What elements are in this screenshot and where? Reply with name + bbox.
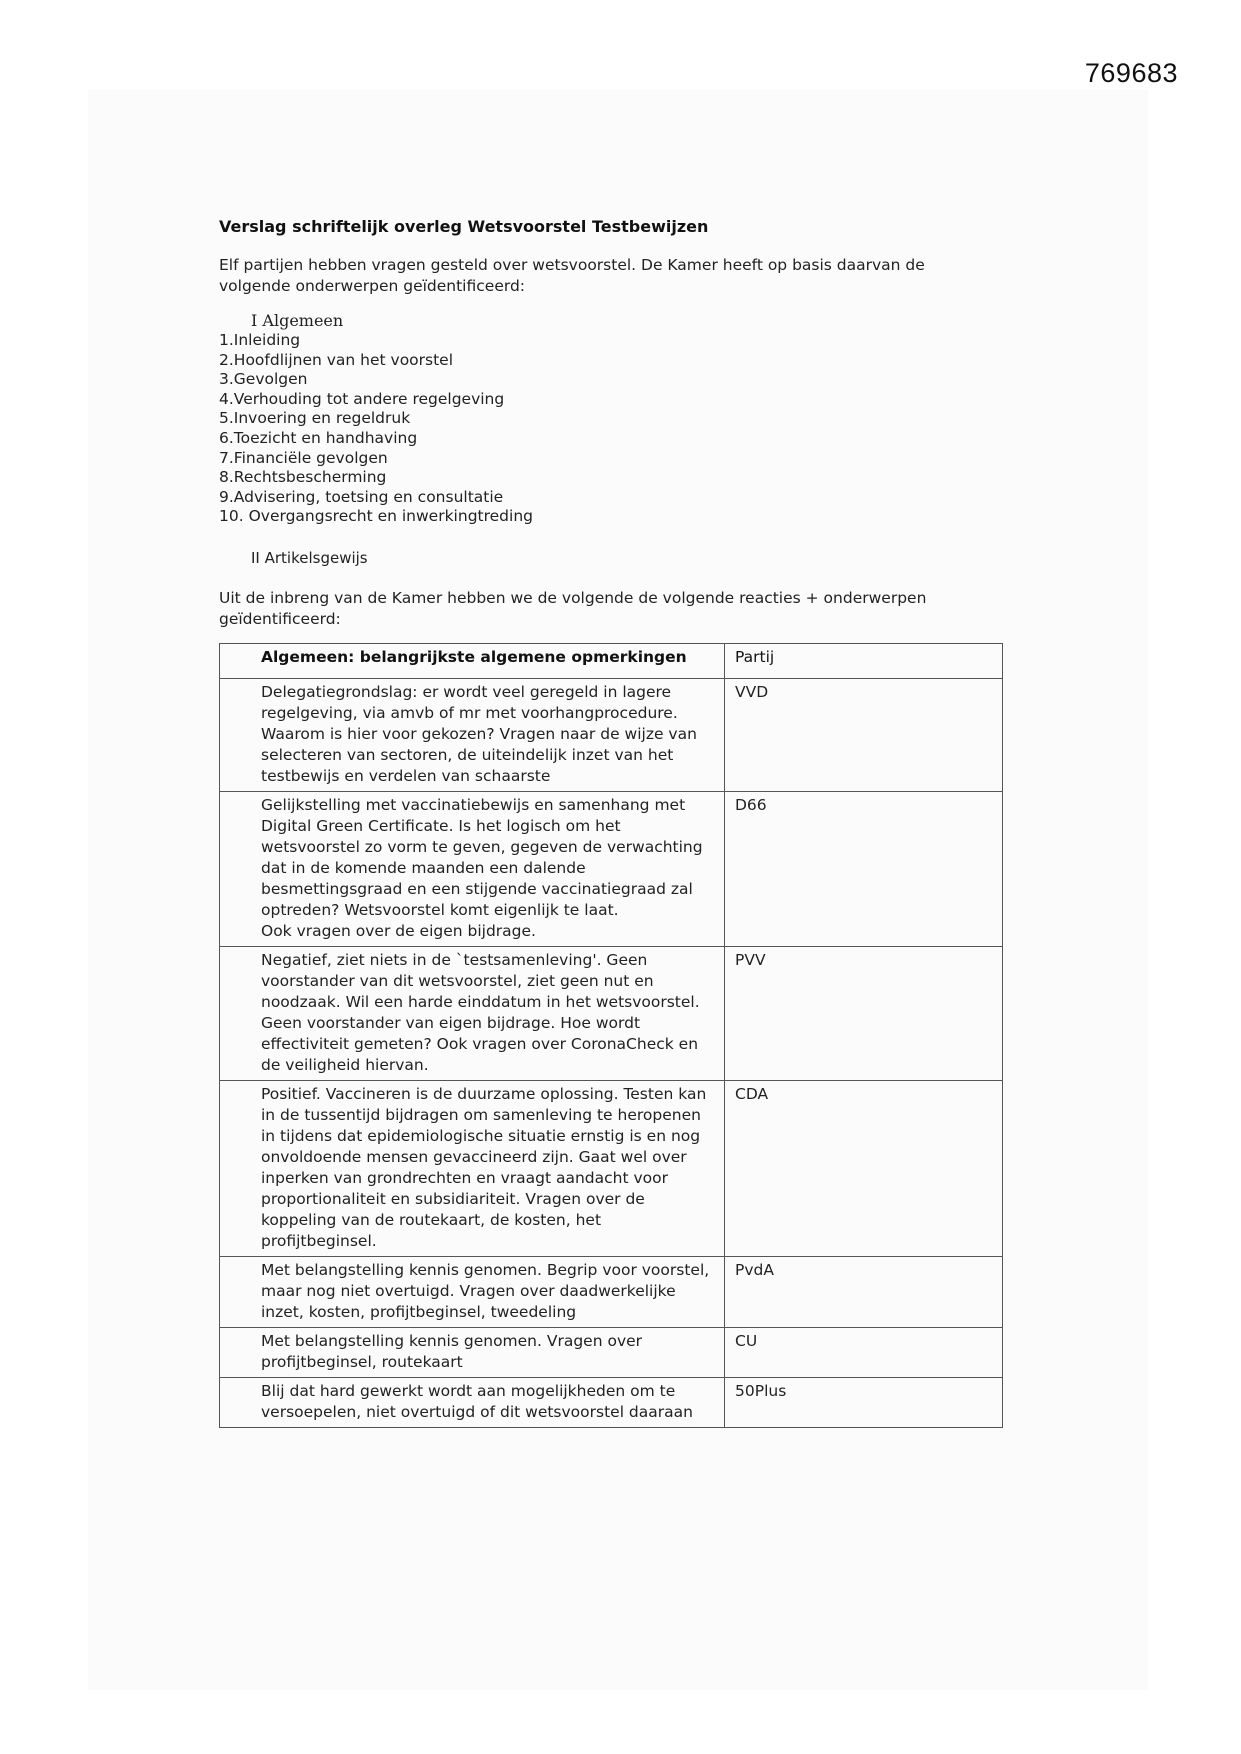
remark-cell: Blij dat hard gewerkt wordt aan mogelijkheden om te versoepelen, niet overtuigd of dit wetsvoorstel daaraan bbox=[220, 1378, 725, 1428]
intro-paragraph: Elf partijen hebben vragen gesteld over wetsvoorstel. De Kamer heeft op basis daarvan de volgende onderwerpen geïdentificeerd: bbox=[219, 256, 925, 295]
party-cell: PVV bbox=[725, 947, 1003, 1081]
section-heading-articles: II Artikelsgewijs bbox=[251, 549, 368, 567]
topic-item: 8.Rechtsbescherming bbox=[219, 468, 387, 487]
topic-item: 4.Verhouding tot andere regelgeving bbox=[219, 389, 505, 408]
document-title: Verslag schriftelijk overleg Wetsvoorstel Testbewijzen bbox=[219, 217, 709, 236]
reactions-intro-paragraph: Uit de inbreng van de Kamer hebben we de volgende de volgende reacties + onderwerpen geïdentificeerd: bbox=[219, 589, 927, 628]
party-cell: PvdA bbox=[725, 1257, 1003, 1328]
party-cell: D66 bbox=[725, 792, 1003, 947]
topic-item: 3.Gevolgen bbox=[219, 370, 308, 389]
remarks-column-header: Algemeen: belangrijkste algemene opmerkingen bbox=[220, 644, 725, 679]
document-id-number: 769683 bbox=[1084, 58, 1178, 88]
topic-item: 5.Invoering en regeldruk bbox=[219, 409, 411, 428]
table-row bbox=[220, 1257, 1003, 1328]
table-row bbox=[220, 1328, 1003, 1378]
topic-list bbox=[219, 331, 533, 527]
table-row bbox=[220, 947, 1003, 1081]
section-heading-general: I Algemeen bbox=[251, 311, 344, 330]
party-cell: VVD bbox=[725, 679, 1003, 792]
topic-item: 6.Toezicht en handhaving bbox=[219, 428, 418, 447]
remark-cell: Delegatiegrondslag: er wordt veel geregeld in lagere regelgeving, via amvb of mr met voorhangprocedure. Waarom is hier voor gekozen? Vragen naar de wijze van selecteren van sectoren, de uiteindelijk inzet van het testbewijs en verdelen van schaarste bbox=[220, 679, 725, 792]
table-row bbox=[220, 1378, 1003, 1428]
remark-cell: Met belangstelling kennis genomen. Begrip voor voorstel, maar nog niet overtuigd. Vragen over daadwerkelijke inzet, kosten, profijtbeginsel, tweedeling bbox=[220, 1257, 725, 1328]
topic-item: 1.Inleiding bbox=[219, 331, 301, 349]
table-row bbox=[220, 792, 1003, 947]
party-cell: 50Plus bbox=[725, 1378, 1003, 1428]
topic-item: 9.Advisering, toetsing en consultatie bbox=[219, 487, 504, 506]
remark-cell: Positief. Vaccineren is de duurzame oplossing. Testen kan in de tussentijd bijdragen om samenleving te heropenen in tijdens dat epidemiologische situatie ernstig is en nog onvoldoende mensen gevaccineerd zijn. Gaat wel over inperken van grondrechten en vraagt aandacht voor proportionaliteit en subsidiariteit. Vragen over de koppeling van de routekaart, de kosten, het profijtbeginsel. bbox=[220, 1081, 725, 1257]
party-column-header: Partij bbox=[725, 644, 1003, 679]
reactions-table bbox=[219, 643, 1003, 1428]
topic-item: 7.Financiële gevolgen bbox=[219, 448, 388, 467]
remark-cell bbox=[220, 792, 725, 947]
topic-item: 2.Hoofdlijnen van het voorstel bbox=[219, 350, 454, 369]
table-header-row bbox=[220, 644, 1003, 679]
table-row bbox=[220, 1081, 1003, 1257]
remark-text: Gelijkstelling met vaccinatiebewijs en samenhang met Digital Green Certificate. Is het logisch om het wetsvoorstel zo vorm te geven, gegeven de verwachting dat in de komende maanden een dalende besmettingsgraad en een stijgende vaccinatiegraad zal optreden? Wetsvoorstel komt eigenlijk te laat. bbox=[261, 796, 703, 919]
party-cell: CU bbox=[725, 1328, 1003, 1378]
remark-extra-text: Ook vragen over de eigen bijdrage. bbox=[261, 922, 536, 940]
topic-item: 10. Overgangsrecht en inwerkingtreding bbox=[219, 507, 533, 526]
table-row bbox=[220, 679, 1003, 792]
remark-cell: Met belangstelling kennis genomen. Vragen over profijtbeginsel, routekaart bbox=[220, 1328, 725, 1378]
remark-cell: Negatief, ziet niets in de `testsamenleving'. Geen voorstander van dit wetsvoorstel, ziet geen nut en noodzaak. Wil een harde einddatum in het wetsvoorstel. Geen voorstander van eigen bijdrage. Hoe wordt effectiviteit gemeten? Ook vragen over CoronaCheck en de veiligheid hiervan. bbox=[220, 947, 725, 1081]
party-cell: CDA bbox=[725, 1081, 1003, 1257]
